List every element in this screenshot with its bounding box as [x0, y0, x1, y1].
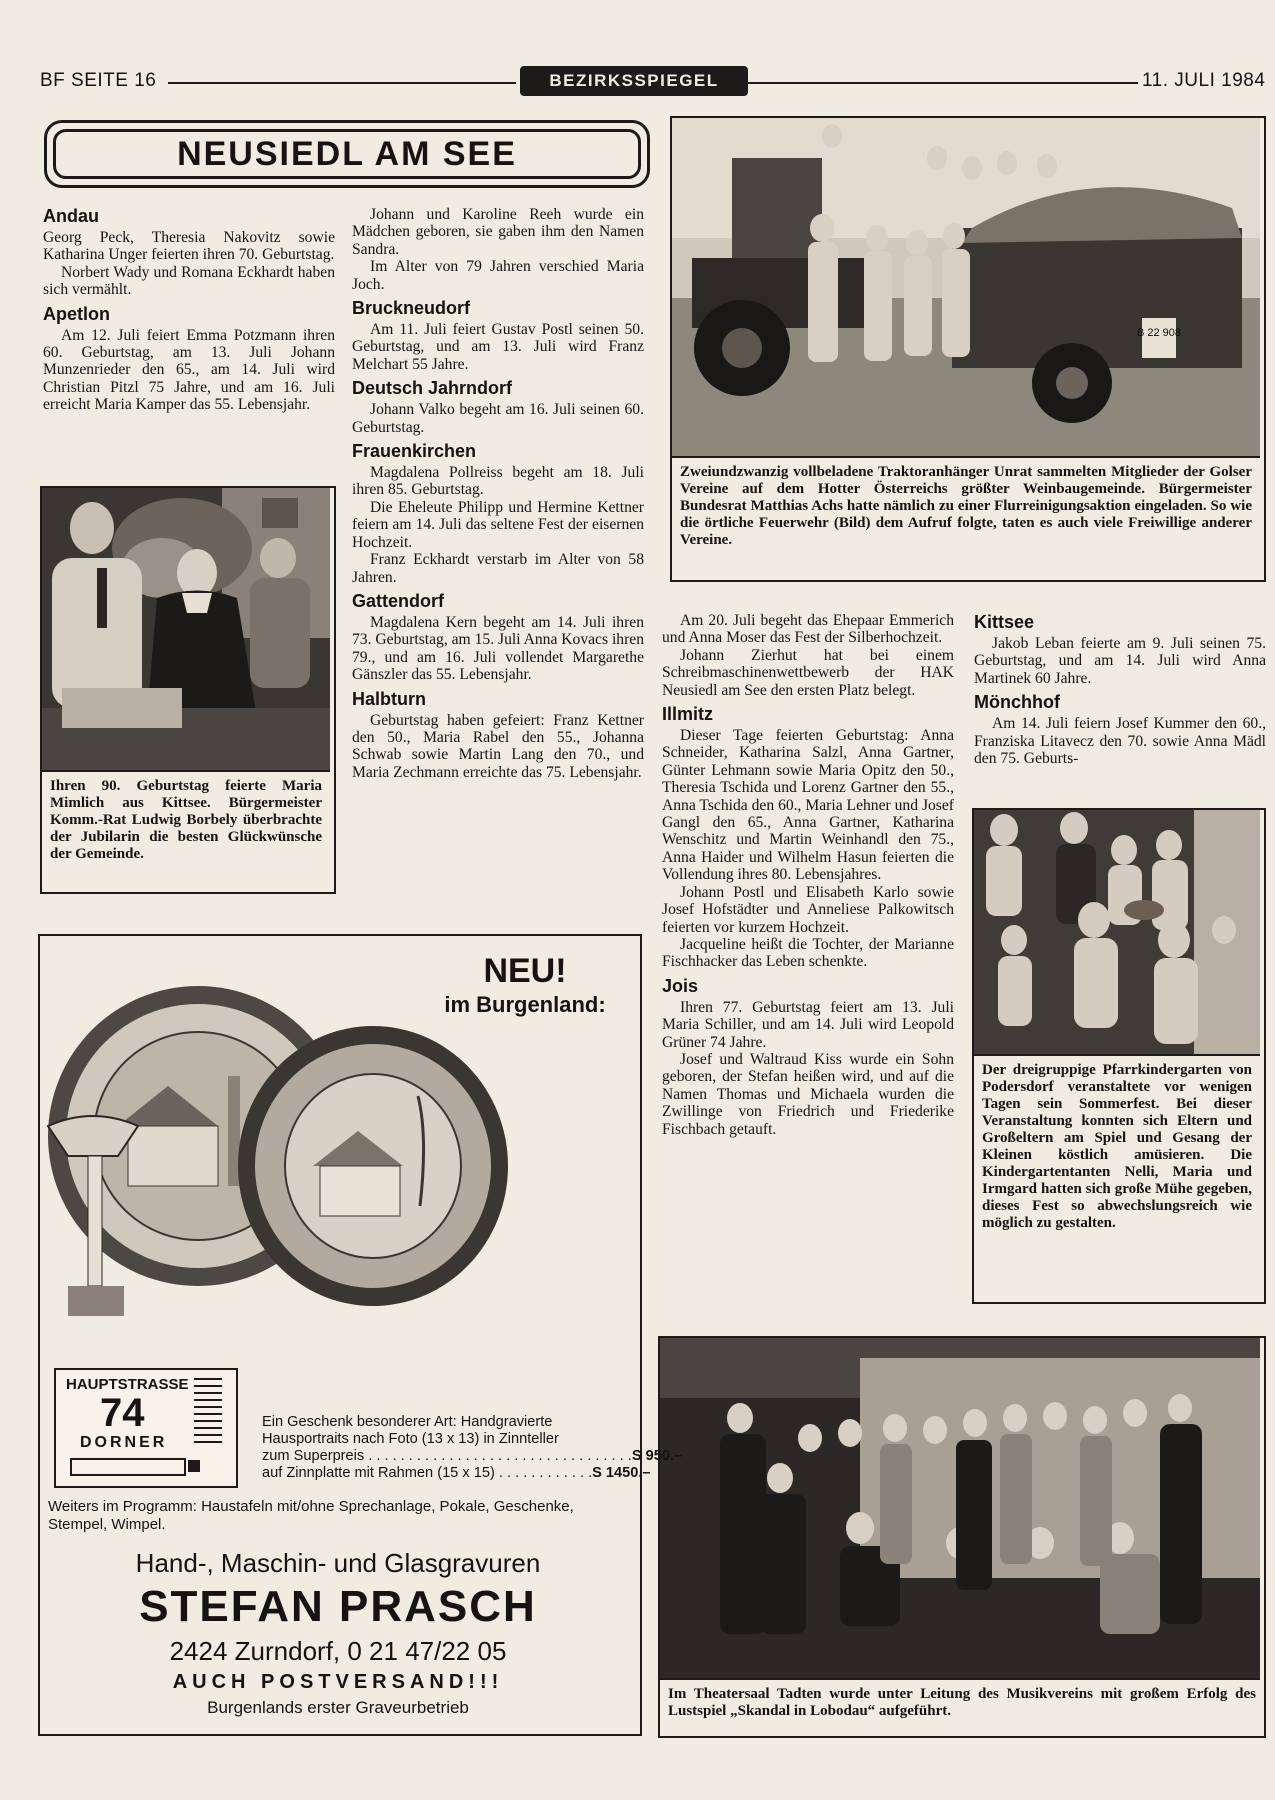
apetlon-text-1: Am 12. Juli feiert Emma Potzmann ihren 60. Geburtstag, am 13. Juli Johann Munzenrieder den 65., am 14. Juli wird Christian Pitzl 75 Jahre, und am 16. Juli erreicht Maria Kamper das 55. Lebensjahr. — [43, 326, 335, 414]
theater-photo-box — [658, 1336, 1266, 1738]
tractor-photo — [672, 118, 1260, 458]
tractor-photo-caption: Zweiundzwanzig vollbeladene Traktoranhänger Unrat sammelten Mitglieder der Golser Vereine auf dem Hotter Österreichs größter Weinbaugemeinde. Bürgermeister Bundesrat Matthias Achs hatte nämlich zu einer Flurreinigungsaktion eingeladen. So wie die örtliche Feuerwehr (Bild) dem Aufruf folgte, taten es auch viele Freiwillige anderer Vereine. — [680, 464, 1252, 548]
ad-service: Hand-, Maschin- und Glasgravuren — [135, 1548, 541, 1578]
theater-photo-image — [660, 1338, 1260, 1678]
column-2 — [352, 206, 644, 781]
heading-apetlon: Apetlon — [43, 303, 110, 324]
column-3 — [662, 612, 954, 1138]
birthday-photo-box — [40, 486, 336, 894]
andau-text-2: Norbert Wady und Romana Eckhardt haben sich vermählt. — [43, 263, 335, 299]
kindergarten-photo-image — [974, 810, 1260, 1054]
house-sign-graphic — [54, 1368, 238, 1488]
kittsee-text: Jakob Leban feierte am 9. Juli seinen 75. Geburtstag, und am 14. Juli wird Anna Martinek 60 Jahre. — [974, 635, 1266, 687]
ad-price-row-1 — [262, 1448, 683, 1465]
zierhut-text: Johann Zierhut hat bei einem Schreibmaschinenwettbewerb der HAK Neusiedl am See den ersten Platz belegt. — [662, 646, 954, 699]
kindergarten-photo-box — [972, 808, 1266, 1304]
heading-kittsee: Kittsee — [974, 612, 1035, 632]
house-sign-number: 74 — [100, 1391, 145, 1435]
ressort-label: BEZIRKSSPIEGEL — [520, 66, 748, 96]
moenchhof-text: Am 14. Juli feiern Josef Kummer den 60., Franziska Litavecz den 70. sowie Anna Mädl den 75. Geburts- — [974, 715, 1266, 768]
kindergarten-photo — [974, 810, 1260, 1056]
joch-text: Im Alter von 79 Jahren verschied Maria Joch. — [352, 258, 644, 293]
heading-jois: Jois — [662, 975, 699, 996]
illmitz-text-2: Johann Postl und Elisabeth Karlo sowie Josef Hofstädter und Anneliese Palkowitsch feierten vor kurzem Hochzeit. — [662, 883, 954, 936]
birthday-photo — [42, 488, 330, 772]
kindergarten-photo-caption: Der dreigruppige Pfarrkindergarten von Podersdorf veranstaltete vor wenigen Tagen sein Sommerfest. Bei dieser Veranstaltung konnten sich Eltern und Großeltern am Spiel und Gesang der Kleinen köstlich amüsieren. Die Kindergartentanten Nelli, Maria und Irmgard hatten sich große Mühe gegeben, dieses Fest so abwechslungsreich wie möglich zu gestalten. — [982, 1062, 1252, 1231]
ad-price-value-2: S 1450.– — [592, 1465, 651, 1481]
andau-text-1: Georg Peck, Theresia Nakovitz sowie Katharina Unger feierten ihren 70. Geburtstag. — [43, 229, 335, 264]
section-banner — [44, 120, 650, 188]
tractor-photo-image — [672, 118, 1260, 456]
ad-program: Weiters im Programm: Haustafeln mit/ohne Sprechanlage, Pokale, Geschenke, Stempel, Wimpel. — [48, 1498, 574, 1533]
license-plate: B 22 908 — [1136, 327, 1182, 339]
theater-photo — [660, 1338, 1260, 1680]
frauenkirchen-text-2: Die Eheleute Philipp und Hermine Kettner feiern am 14. Juli das seltene Fest der eisernen Hochzeit. — [352, 498, 644, 551]
illmitz-text-1: Dieser Tage feierten Geburtstag: Anna Schneider, Katharina Salzl, Anna Gartner, Günter Lehmann sowie Maria Opitz den 50., Theresia Tschida und Lorenz Gartner den 55., Anna Tschida den 60., Maria Lehner und Josef Gangl den 65., Anna Gartner, Katharina Wenschitz und Martin Weinhandl den 75., Anna Haider und Wilhelm Hasun feierten die Vollendung ihres 80. Lebensjahres. — [662, 727, 954, 884]
illmitz-text-3: Jacqueline heißt die Tochter, der Marianne Fischhacker das Leben schenkte. — [662, 935, 954, 971]
ad-price-row-2 — [262, 1465, 651, 1482]
gattendorf-text: Magdalena Kern begeht am 14. Juli ihren 73. Geburtstag, am 15. Juli Anna Kovacs ihren 79., und am 16. Juli vollendet Margarethe Gänszler das 55. Lebensjahr. — [352, 613, 644, 684]
ad-shipping: AUCH POSTVERSAND!!! — [172, 1671, 504, 1693]
birthday-photo-image — [42, 488, 330, 770]
heading-andau: Andau — [43, 206, 99, 226]
frauenkirchen-text-1: Magdalena Pollreiss begeht am 18. Juli ihren 85. Geburtstag. — [352, 464, 644, 499]
heading-gattendorf: Gattendorf — [352, 590, 444, 611]
header-rule-right — [746, 82, 1138, 84]
ad-price-value-1: S 950.– — [631, 1448, 683, 1464]
heading-moenchhof: Mönchhof — [974, 692, 1060, 713]
ad-headline-new: NEU! — [483, 952, 567, 990]
tractor-photo-box — [670, 116, 1266, 582]
heading-halbturn: Halbturn — [352, 688, 426, 709]
ad-offer — [262, 1414, 683, 1482]
heading-frauenkirchen: Frauenkirchen — [352, 441, 477, 462]
section-title: NEUSIEDL AM SEE — [53, 129, 641, 179]
page-label: BF SEITE 16 — [40, 70, 157, 91]
house-sign-speaker — [194, 1378, 222, 1448]
ad-offer-text: Ein Geschenk besonderer Art: Handgravierte Hausportraits nach Foto (13 x 13) in Zinnteller — [262, 1414, 559, 1447]
ad-slogan: Burgenlands erster Graveurbetrieb — [207, 1698, 469, 1717]
reeh-text: Johann und Karoline Reeh wurde ein Mädchen geboren, sie gaben ihm den Namen Sandra. — [352, 206, 644, 258]
frauenkirchen-text-3: Franz Eckhardt verstarb im Alter von 58 Jahren. — [352, 551, 644, 586]
jois-text-1: Ihren 77. Geburtstag feiert am 13. Juli Maria Schiller, und am 14. Juli wird Leopold Grüner 74 Jahre. — [662, 998, 954, 1051]
heading-deutsch-jahrndorf: Deutsch Jahrndorf — [352, 378, 513, 399]
jois-text-2: Josef und Waltraud Kiss wurde ein Sohn geboren, der Stefan heißen wird, und auf die Namen Thomas und Michaela wurden die Zwillinge von Friedrich und Friederike Fischbach getauft. — [662, 1050, 954, 1138]
house-sign-button — [188, 1460, 200, 1472]
deutsch-jahrndorf-text: Johann Valko begeht am 16. Juli seinen 60. Geburtstag. — [352, 401, 644, 436]
house-sign-name: DORNER — [80, 1434, 168, 1451]
birthday-photo-caption: Ihren 90. Geburtstag feierte Maria Mimlich aus Kittsee. Bürgermeister Komm.-Rat Ludwig Borbely überbrachte der Jubilarin die besten Glückwünsche der Gemeinde. — [50, 778, 322, 862]
heading-bruckneudorf: Bruckneudorf — [352, 298, 471, 319]
ad-headline-region: im Burgenland: — [444, 992, 606, 1017]
ad-address: 2424 Zurndorf, 0 21 47/22 05 — [169, 1636, 507, 1666]
page-date: 11. JULI 1984 — [1142, 70, 1266, 91]
column-4 — [974, 612, 1266, 767]
house-sign-street: HAUPTSTRASSE — [66, 1376, 189, 1393]
moser-text: Am 20. Juli begeht das Ehepaar Emmerich und Anna Moser das Fest der Silberhochzeit. — [662, 612, 954, 647]
ad-price-label-1: zum Superpreis . . . . . . . . . . . . . . . . . . . . . . . . . . . . . . . . . — [262, 1448, 632, 1464]
ad-price-label-2: auf Zinnplatte mit Rahmen (15 x 15) . . . . . . . . . . . . — [262, 1465, 593, 1481]
bruckneudorf-text: Am 11. Juli feiert Gustav Postl seinen 50. Geburtstag, und am 13. Juli wird Franz Melchart 55 Jahre. — [352, 321, 644, 373]
halbturn-text: Geburtstag haben gefeiert: Franz Kettner den 50., Maria Rabel den 55., Johanna Schwab sowie Martin Lang den 70., und Maria Zechmann erreichte das 75. Lebensjahr. — [352, 711, 644, 781]
engraved-plates-image — [48, 956, 468, 1316]
header-rule-left — [168, 82, 516, 84]
heading-illmitz: Illmitz — [662, 704, 714, 725]
house-sign-bell — [70, 1458, 186, 1476]
ad-company: STEFAN PRASCH — [139, 1582, 537, 1631]
theater-photo-caption: Im Theatersaal Tadten wurde unter Leitung des Musikvereins mit großem Erfolg des Lustspiel „Skandal in Lobodau“ aufgeführt. — [668, 1686, 1256, 1719]
column-1 — [43, 206, 335, 414]
